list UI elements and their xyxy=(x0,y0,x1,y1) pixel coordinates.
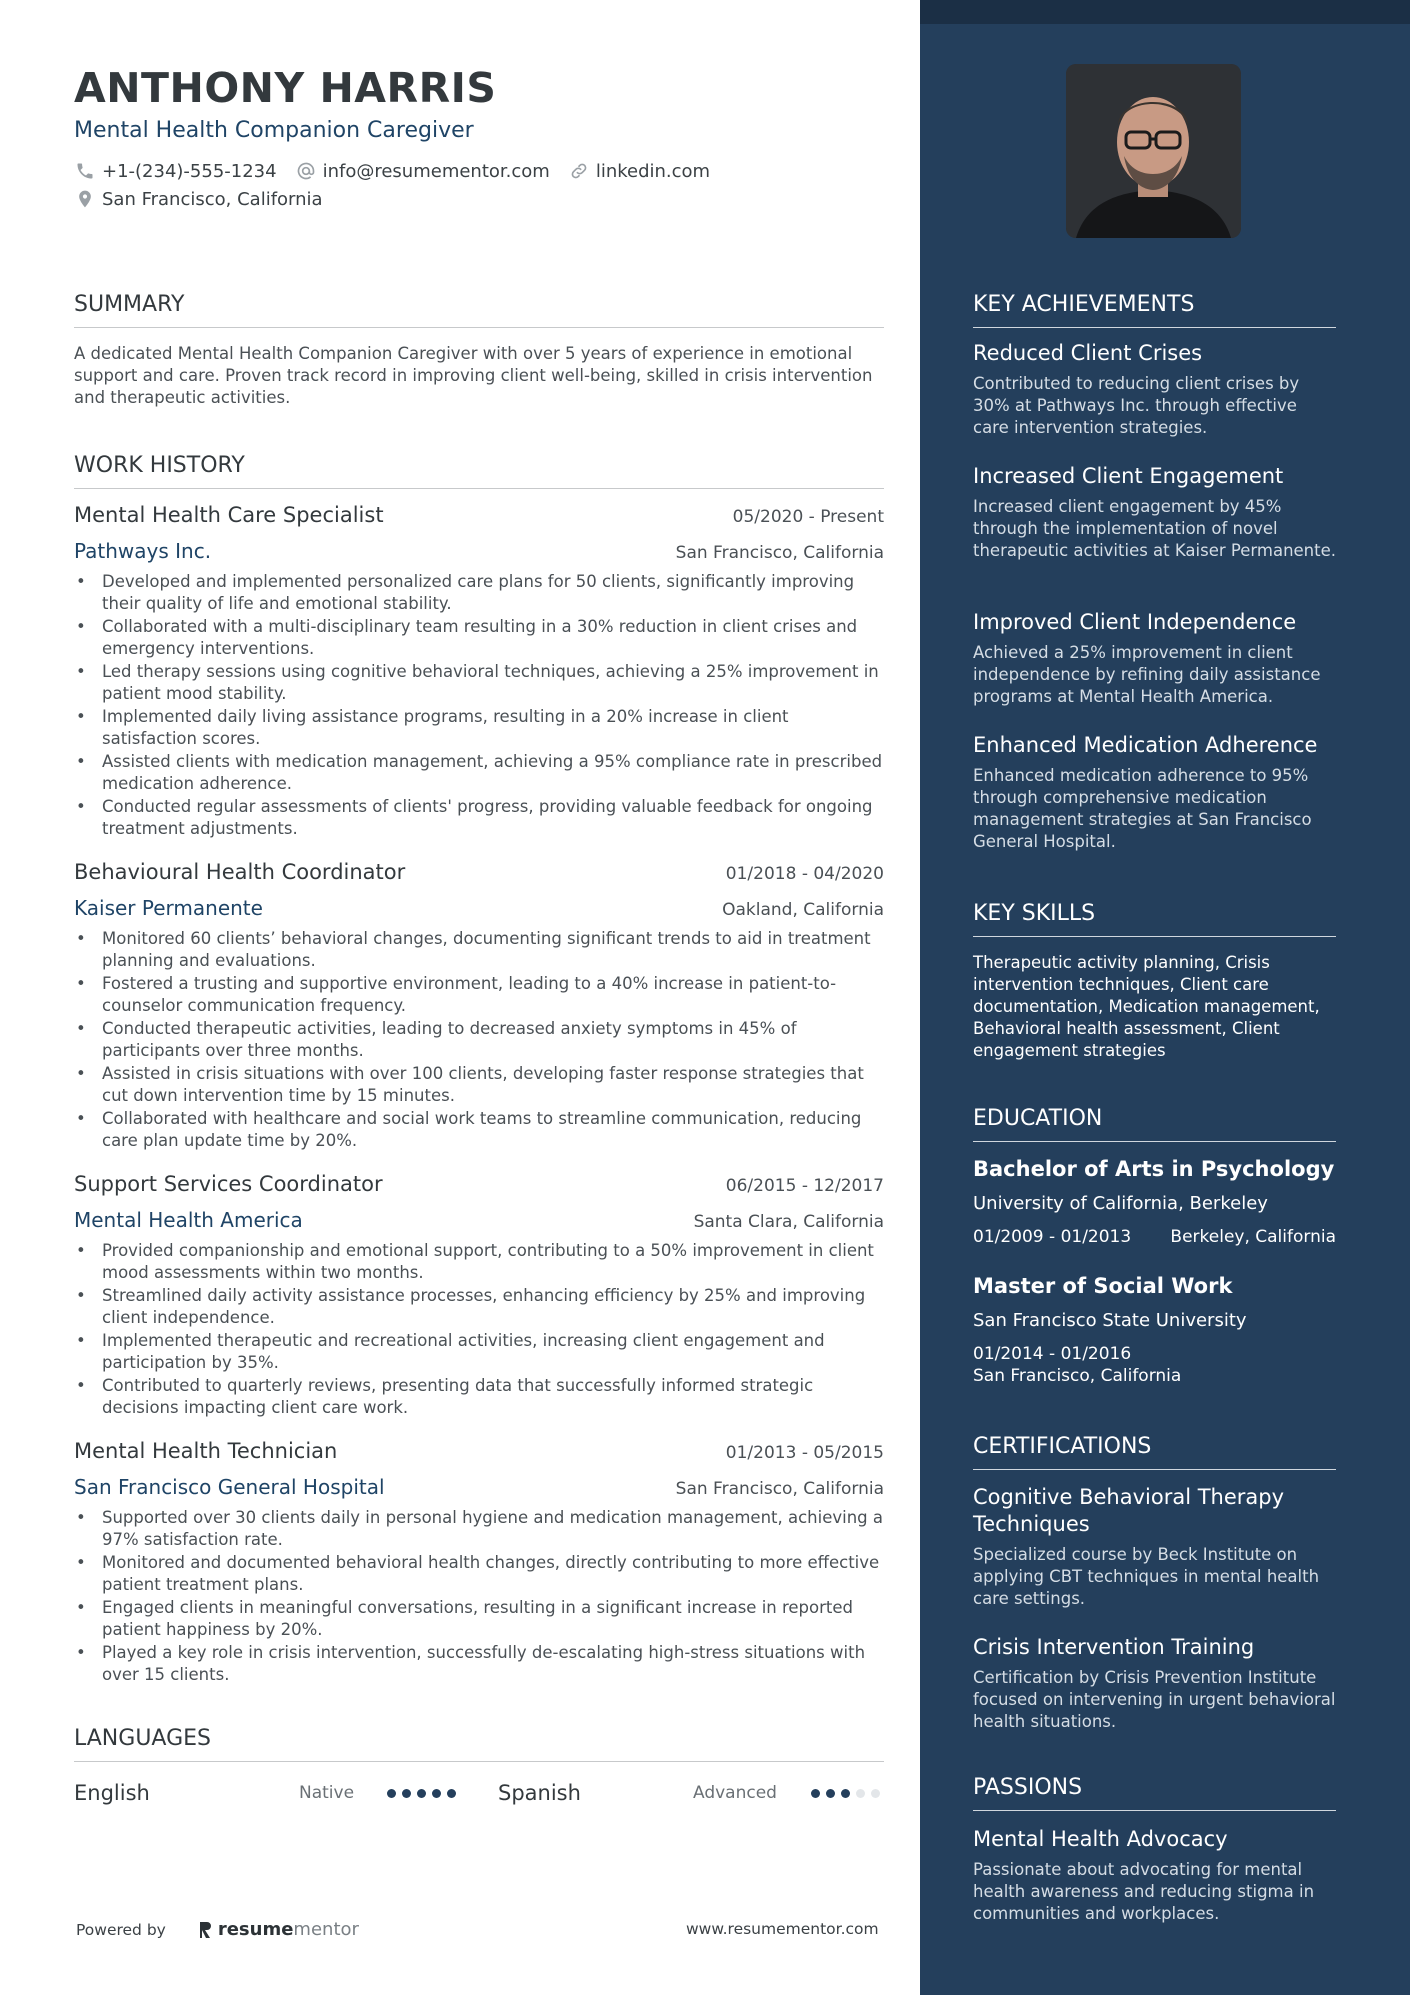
job-bullet: • Streamlined daily activity assistance processes, enhancing efficiency by 25% and improving client independence. xyxy=(74,1285,884,1329)
rating-dot xyxy=(841,1789,850,1798)
summary-heading: SUMMARY xyxy=(74,292,884,328)
job-location: San Francisco, California xyxy=(675,1479,884,1499)
job-entry xyxy=(74,503,884,841)
achievement-item xyxy=(973,463,1336,562)
language-item xyxy=(498,1778,581,1808)
job-bullet: • Fostered a trusting and supportive environment, leading to a 40% increase in patient-to-counselor communication frequency. xyxy=(74,973,884,1017)
rating-dot xyxy=(826,1789,835,1798)
job-bullet: • Contributed to quarterly reviews, presenting data that successfully informed strategic decisions impacting client care work. xyxy=(74,1375,884,1419)
rating-dot xyxy=(387,1789,396,1798)
at-icon xyxy=(295,160,317,182)
job-bullets xyxy=(74,928,884,1152)
contact-phone[interactable] xyxy=(74,160,277,182)
achievement-text: Increased client engagement by 45% through the implementation of novel therapeutic activities at Kaiser Permanente. xyxy=(973,497,1337,560)
job-bullets xyxy=(74,1240,884,1419)
achievement-text: Achieved a 25% improvement in client independence by refining daily assistance programs at Mental Health America. xyxy=(973,643,1321,706)
education-date: 01/2014 - 01/2016 xyxy=(973,1344,1132,1364)
achievement-item xyxy=(973,732,1336,853)
skills-text: Therapeutic activity planning, Crisis intervention techniques, Client care documentation, Medication management, Behavioral health assessment, Client engagement strategies xyxy=(973,953,1320,1060)
job-company: Mental Health America xyxy=(74,1208,303,1232)
achievements-heading: KEY ACHIEVEMENTS xyxy=(973,292,1336,328)
achievement-text: Enhanced medication adherence to 95% through comprehensive medication management strategies at San Francisco General Hospital. xyxy=(973,766,1312,851)
phone-text: +1-(234)-555-1234 xyxy=(102,160,277,182)
passions-heading: PASSIONS xyxy=(973,1775,1336,1811)
education-degree: Bachelor of Arts in Psychology xyxy=(973,1157,1335,1181)
certification-title: Cognitive Behavioral Therapy Techniques xyxy=(973,1485,1285,1536)
languages-row xyxy=(74,1778,884,1808)
rating-dot xyxy=(811,1789,820,1798)
education-school: San Francisco State University xyxy=(973,1310,1247,1331)
education-degree: Master of Social Work xyxy=(973,1274,1233,1298)
rating-dot xyxy=(447,1789,456,1798)
job-location: San Francisco, California xyxy=(675,543,884,563)
language-item xyxy=(74,1778,150,1808)
work-history-heading: WORK HISTORY xyxy=(74,453,884,489)
job-location: Oakland, California xyxy=(722,900,884,920)
certification-item xyxy=(973,1484,1336,1610)
location-pin-icon xyxy=(74,188,96,210)
job-bullets xyxy=(74,1507,884,1686)
language-rating xyxy=(387,1789,462,1798)
achievement-title: Increased Client Engagement xyxy=(973,464,1284,488)
powered-by-text: Powered by xyxy=(76,1920,166,1939)
passion-text: Passionate about advocating for mental health awareness and reducing stigma in communities and workplaces. xyxy=(973,1860,1315,1923)
education-meta xyxy=(973,1343,1336,1387)
job-title: Mental Health Care Specialist xyxy=(74,503,384,527)
certification-title: Crisis Intervention Training xyxy=(973,1635,1255,1659)
certification-item xyxy=(973,1634,1336,1733)
job-company: San Francisco General Hospital xyxy=(74,1475,385,1499)
rating-dot xyxy=(417,1789,426,1798)
job-entry xyxy=(74,1172,884,1420)
certification-text: Specialized course by Beck Institute on applying CBT techniques in mental health care settings. xyxy=(973,1545,1320,1608)
linkedin-text: linkedin.com xyxy=(595,160,711,182)
education-location: San Francisco, California xyxy=(973,1366,1182,1386)
achievement-item xyxy=(973,609,1336,708)
job-date: 01/2013 - 05/2015 xyxy=(725,1443,884,1463)
language-rating xyxy=(811,1789,886,1798)
rating-dot xyxy=(402,1789,411,1798)
achievement-title: Enhanced Medication Adherence xyxy=(973,733,1318,757)
job-bullets xyxy=(74,571,884,840)
achievement-title: Reduced Client Crises xyxy=(973,341,1203,365)
sidebar-top-bar xyxy=(920,0,1410,24)
certifications-heading: CERTIFICATIONS xyxy=(973,1434,1336,1470)
job-bullet: • Collaborated with healthcare and social work teams to streamline communication, reducing care plan update time by 20%. xyxy=(74,1108,884,1152)
footer-powered xyxy=(76,1919,359,1940)
job-bullet: • Monitored and documented behavioral health changes, directly contributing to more effective patient treatment plans. xyxy=(74,1552,884,1596)
job-bullet: • Implemented therapeutic and recreational activities, increasing client engagement and participation by 35%. xyxy=(74,1330,884,1374)
education-date: 01/2009 - 01/2013 xyxy=(973,1227,1132,1247)
education-location: Berkeley, California xyxy=(1170,1227,1336,1247)
brand-mark-icon xyxy=(198,1921,212,1939)
job-title: Mental Health Technician xyxy=(74,1439,338,1463)
contact-row-1 xyxy=(74,160,728,182)
contact-linkedin[interactable] xyxy=(568,160,710,182)
education-item xyxy=(973,1274,1336,1387)
profile-photo xyxy=(1066,64,1241,238)
job-date: 01/2018 - 04/2020 xyxy=(725,864,884,884)
job-date: 05/2020 - Present xyxy=(732,507,884,527)
job-company: Pathways Inc. xyxy=(74,539,212,563)
language-name: Spanish xyxy=(498,1781,581,1805)
contact-location xyxy=(74,188,323,210)
skills-block xyxy=(973,952,1336,1062)
brand-name-light: mentor xyxy=(293,1919,359,1940)
brand-name-bold: resume xyxy=(217,1919,294,1940)
job-bullet: • Assisted clients with medication management, achieving a 95% compliance rate in prescribed medication adherence. xyxy=(74,751,884,795)
language-name: English xyxy=(74,1781,150,1805)
education-heading: EDUCATION xyxy=(973,1106,1336,1142)
job-entry xyxy=(74,860,884,1153)
candidate-title: Mental Health Companion Caregiver xyxy=(74,118,474,143)
education-item xyxy=(973,1157,1336,1248)
passion-title: Mental Health Advocacy xyxy=(973,1827,1228,1851)
rating-dot xyxy=(856,1789,865,1798)
job-bullet: • Conducted regular assessments of clients' progress, providing valuable feedback for ongoing treatment adjustments. xyxy=(74,796,884,840)
footer-website[interactable]: www.resumementor.com xyxy=(686,1920,879,1938)
job-location: Santa Clara, California xyxy=(693,1212,884,1232)
email-text: info@resumementor.com xyxy=(322,160,550,182)
job-bullet: • Led therapy sessions using cognitive behavioral techniques, achieving a 25% improvement in patient mood stability. xyxy=(74,661,884,705)
job-bullet: • Assisted in crisis situations with over 100 clients, developing faster response strategies that cut down intervention time by 15 minutes. xyxy=(74,1063,884,1107)
phone-icon xyxy=(74,160,96,182)
job-bullet: • Played a key role in crisis intervention, successfully de-escalating high-stress situations with over 15 clients. xyxy=(74,1642,884,1686)
certification-text: Certification by Crisis Prevention Institute focused on intervening in urgent behavioral health situations. xyxy=(973,1668,1336,1731)
profile-photo-image xyxy=(1066,64,1241,238)
job-bullet: • Collaborated with a multi-disciplinary team resulting in a 30% reduction in client crises and emergency interventions. xyxy=(74,616,884,660)
achievement-text: Contributed to reducing client crises by 30% at Pathways Inc. through effective care intervention strategies. xyxy=(973,374,1300,437)
location-text: San Francisco, California xyxy=(102,188,323,210)
job-entry xyxy=(74,1439,884,1687)
summary-text: A dedicated Mental Health Companion Caregiver with over 5 years of experience in emotional support and care. Proven track record in improving client well-being, skilled in crisis intervention and therapeutic activities. xyxy=(74,344,873,407)
achievement-title: Improved Client Independence xyxy=(973,610,1297,634)
job-company: Kaiser Permanente xyxy=(74,896,263,920)
achievement-item xyxy=(973,340,1336,439)
brand-logo[interactable] xyxy=(198,1919,359,1940)
candidate-name: ANTHONY HARRIS xyxy=(74,64,497,112)
contact-email[interactable] xyxy=(295,160,550,182)
job-title: Support Services Coordinator xyxy=(74,1172,383,1196)
contact-row-2 xyxy=(74,188,341,210)
job-bullet: • Monitored 60 clients’ behavioral changes, documenting significant trends to aid in treatment planning and evaluations. xyxy=(74,928,884,972)
languages-heading: LANGUAGES xyxy=(74,1726,884,1762)
education-meta xyxy=(973,1226,1336,1248)
link-icon xyxy=(568,160,590,182)
language-level: Advanced xyxy=(693,1783,777,1803)
passion-item xyxy=(973,1826,1336,1925)
job-bullet: • Engaged clients in meaningful conversations, resulting in a significant increase in reported patient happiness by 20%. xyxy=(74,1597,884,1641)
job-bullet: • Provided companionship and emotional support, contributing to a 50% improvement in client mood assessments within two months. xyxy=(74,1240,884,1284)
job-bullet: • Conducted therapeutic activities, leading to decreased anxiety symptoms in 45% of participants over three months. xyxy=(74,1018,884,1062)
education-school: University of California, Berkeley xyxy=(973,1193,1268,1214)
skills-heading: KEY SKILLS xyxy=(973,901,1336,937)
job-date: 06/2015 - 12/2017 xyxy=(725,1176,884,1196)
job-title: Behavioural Health Coordinator xyxy=(74,860,406,884)
job-bullet: • Developed and implemented personalized care plans for 50 clients, significantly improving their quality of life and emotional stability. xyxy=(74,571,884,615)
rating-dot xyxy=(871,1789,880,1798)
rating-dot xyxy=(432,1789,441,1798)
job-bullet: • Implemented daily living assistance programs, resulting in a 20% increase in client satisfaction scores. xyxy=(74,706,884,750)
job-bullet: • Supported over 30 clients daily in personal hygiene and medication management, achieving a 97% satisfaction rate. xyxy=(74,1507,884,1551)
language-level: Native xyxy=(299,1783,355,1803)
